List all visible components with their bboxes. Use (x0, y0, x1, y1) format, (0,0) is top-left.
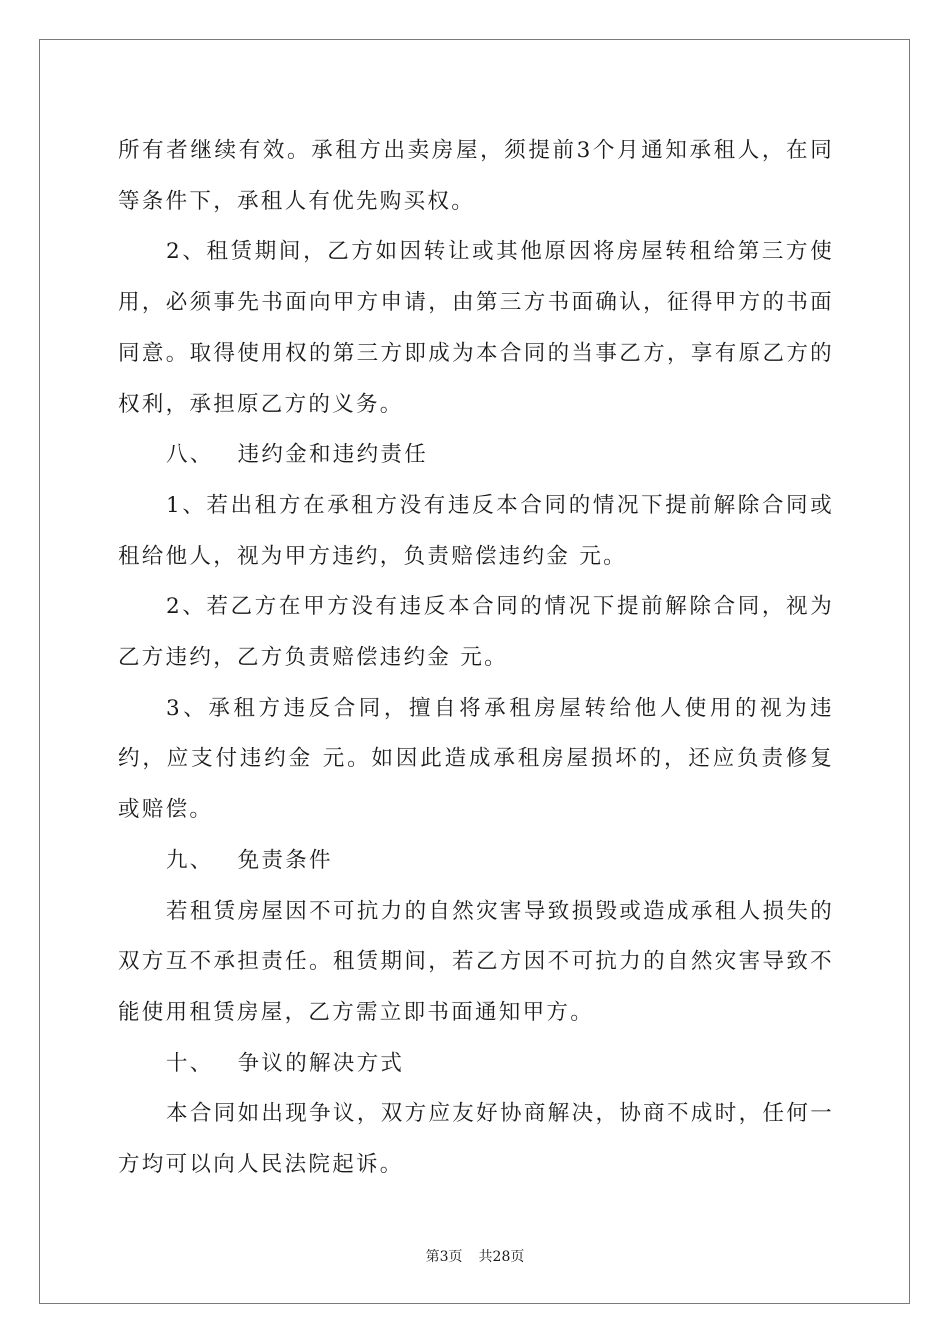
section-title: 违约金和违约责任 (237, 442, 429, 468)
page-number: 第3页 (425, 1249, 463, 1265)
section-body: 若租赁房屋因不可抗力的自然灾害导致损毁或造成承租人损失的双方互不承担责任。租赁期间，若乙方因不可抗力的自然灾害导致不能使用租赁房屋，乙方需立即书面通知甲方。 (118, 898, 834, 1025)
clause-item: 1、若出租方在承租方没有违反本合同的情况下提前解除合同或租给他人，视为甲方违约，负责赔偿违约金 元。 (118, 492, 834, 569)
section-title: 争议的解决方式 (237, 1050, 405, 1076)
section-number: 九、 (166, 847, 214, 873)
paragraph-continued: 所有者继续有效。承租方出卖房屋，须提前3个月通知承租人，在同等条件下，承租人有优先购买权。 (118, 138, 834, 214)
section-number: 十、 (166, 1050, 214, 1076)
section-body: 本合同如出现争议，双方应友好协商解决，协商不成时，任何一方均可以向人民法院起诉。 (118, 1101, 834, 1178)
document-body (118, 126, 834, 1191)
section-heading-10 (118, 1039, 834, 1090)
section-heading-8 (118, 430, 834, 481)
page-total: 共28页 (478, 1249, 525, 1265)
section-title: 免责条件 (237, 847, 333, 873)
clause-item: 2、若乙方在甲方没有违反本合同的情况下提前解除合同，视为乙方违约，乙方负责赔偿违约金 元。 (118, 594, 834, 671)
page-footer (0, 1246, 950, 1266)
section-number: 八、 (166, 442, 214, 468)
paragraph-sublease: 2、租赁期间，乙方如因转让或其他原因将房屋转租给第三方使用，必须事先书面向甲方申请，由第三方书面确认，征得甲方的书面同意。取得使用权的第三方即成为本合同的当事乙方，享有原乙方的权利，承担原乙方的义务。 (118, 239, 834, 417)
section-heading-9 (118, 836, 834, 887)
clause-item: 3、承租方违反合同，擅自将承租房屋转给他人使用的视为违约，应支付违约金 元。如因此造成承租房屋损坏的，还应负责修复或赔偿。 (118, 695, 834, 823)
